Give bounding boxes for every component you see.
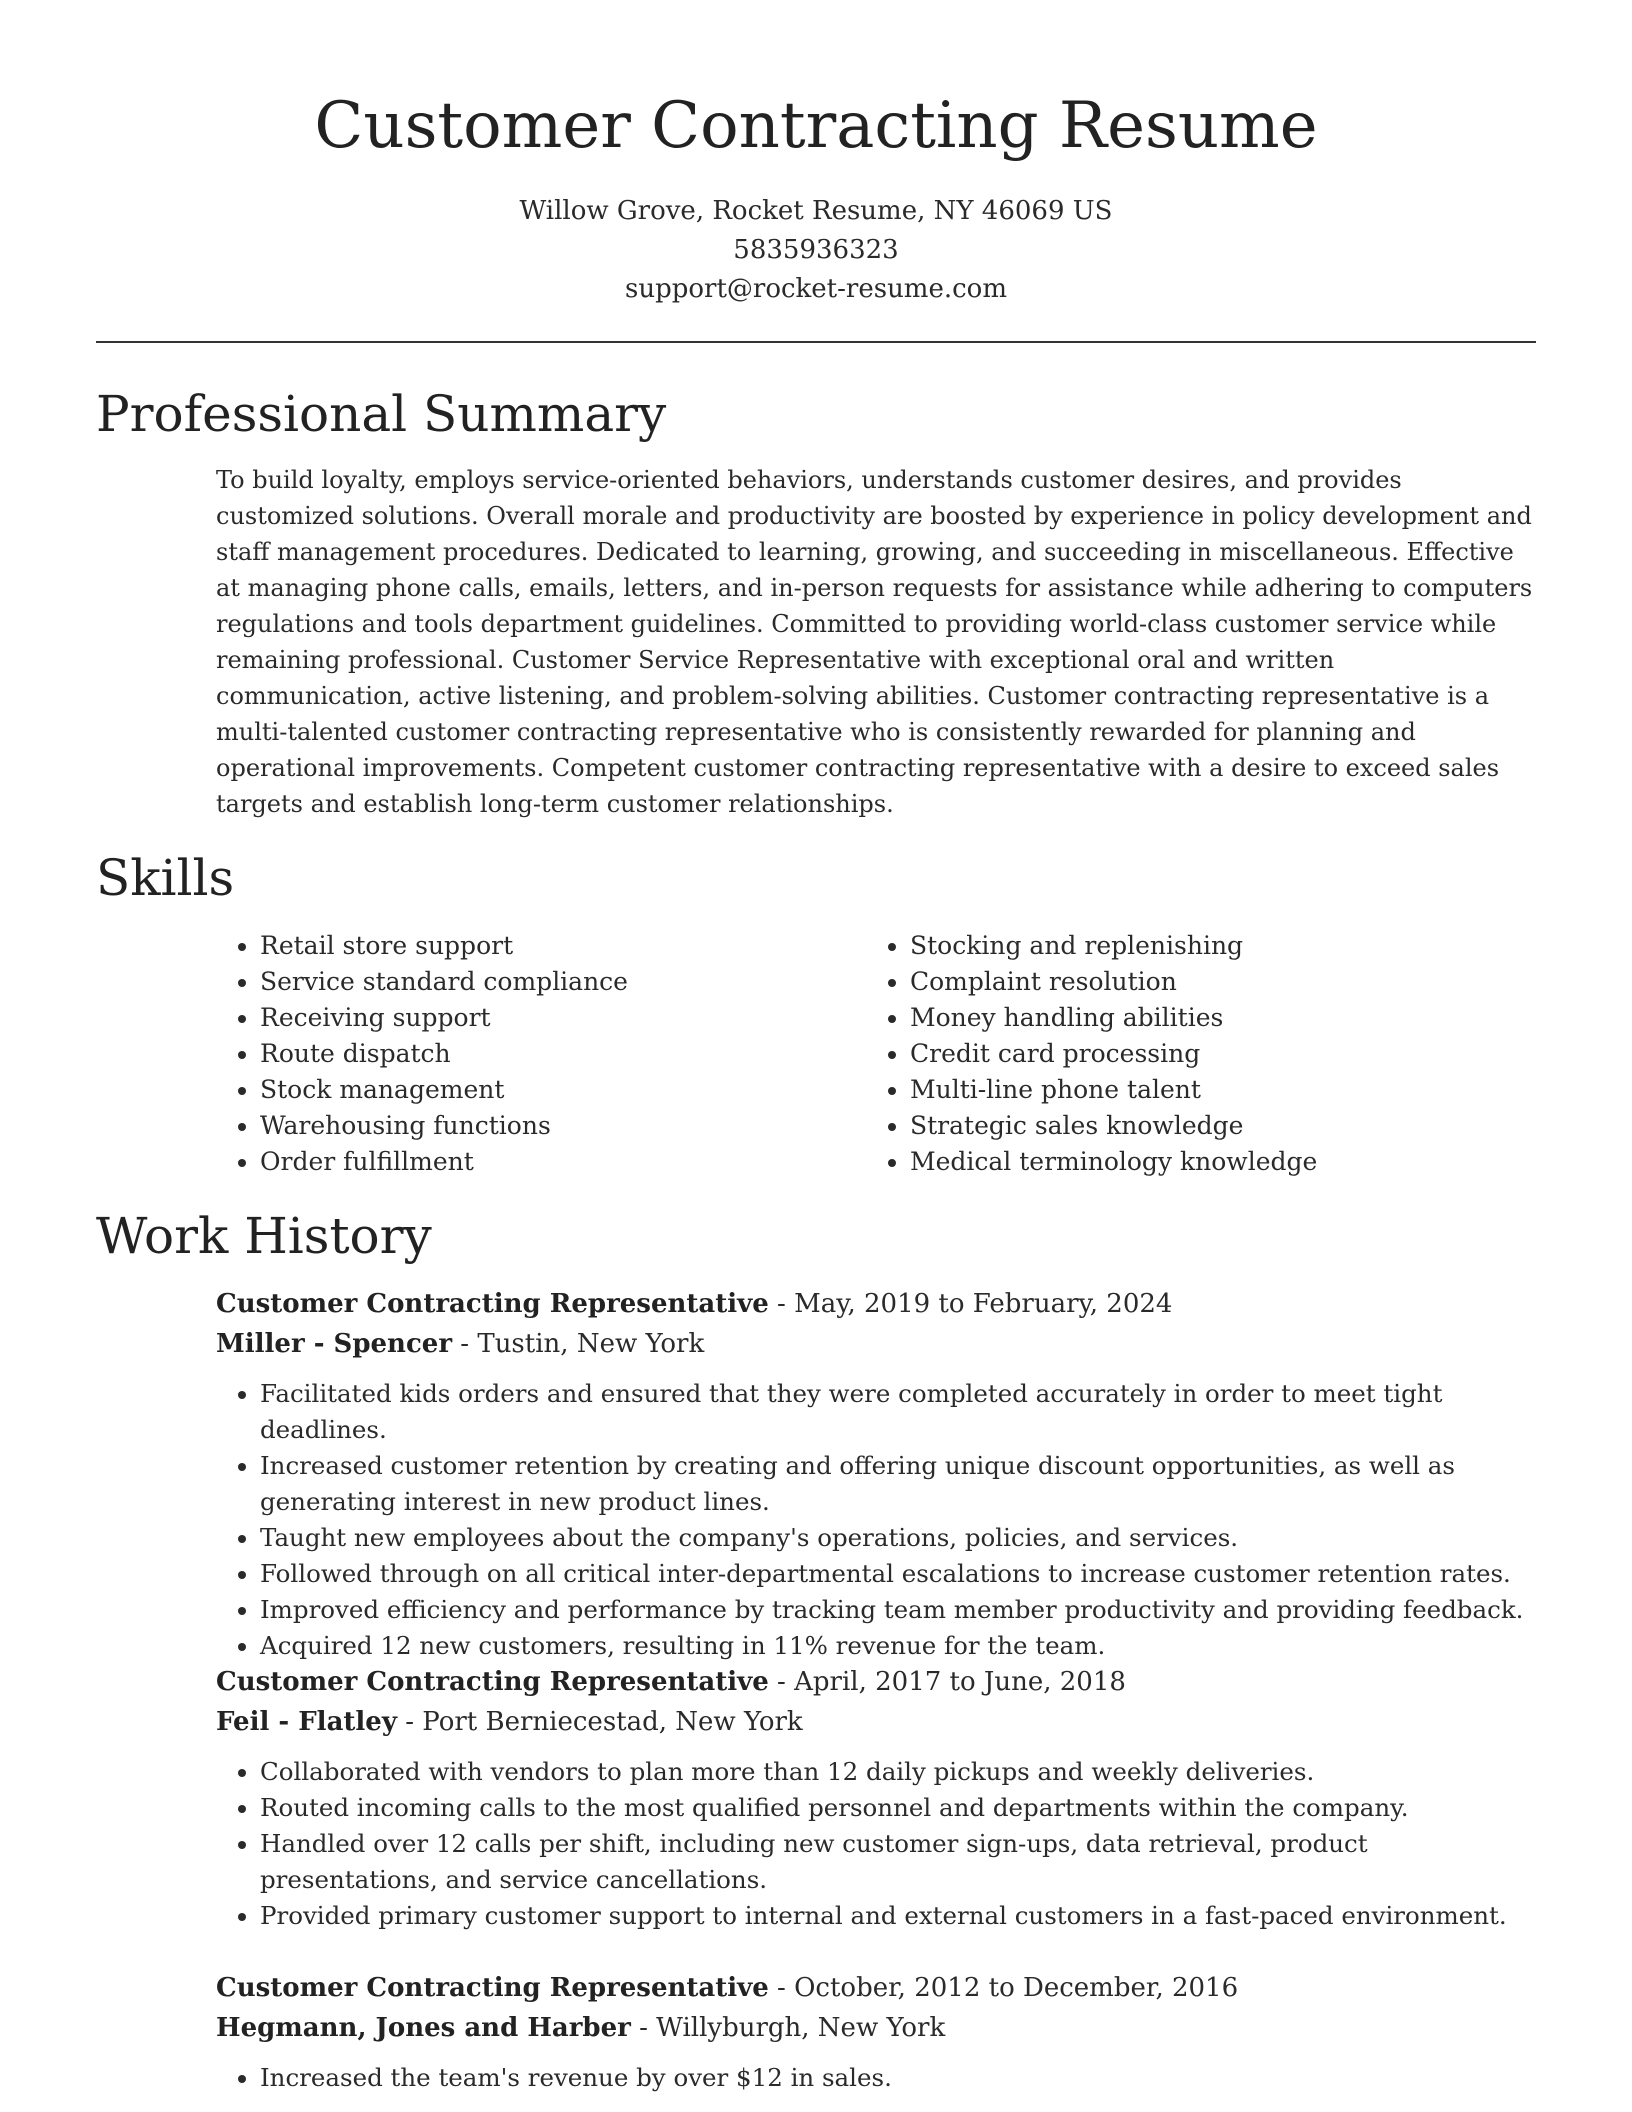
job-bullet: • Collaborated with vendors to plan more than 12 daily pickups and weekly deliveries. [260,1754,1536,1790]
job-title-line [216,1284,1536,1324]
job-bullet: • Increased the team's revenue by over $12 in sales. [260,2060,1536,2096]
job-company: Hegmann, Jones and Harber [216,2013,631,2043]
job-entry [216,1968,1536,2096]
job-dates: - April, 2017 to June, 2018 [768,1667,1126,1697]
skill-item: • Complaint resolution [910,964,1317,1000]
summary-heading: Professional Summary [96,385,667,443]
job-bullets [216,1376,1536,1664]
contact-phone: 5835936323 [733,235,899,265]
contact-address: Willow Grove, Rocket Resume, NY 46069 US [519,196,1113,226]
skill-item: • Order fulfillment [260,1144,628,1180]
job-entry [216,1284,1536,1664]
job-location: - Port Berniecestad, New York [396,1707,803,1737]
job-location: - Tustin, New York [452,1329,705,1359]
job-dates: - May, 2019 to February, 2024 [768,1289,1173,1319]
skill-item: • Warehousing functions [260,1108,628,1144]
skills-column-right [866,928,1317,1180]
job-company-line [216,1324,1536,1364]
job-bullet: • Taught new employees about the company's operations, policies, and services. [260,1520,1536,1556]
skill-item: • Service standard compliance [260,964,628,1000]
job-bullets [216,1754,1536,1934]
skill-item: • Strategic sales knowledge [910,1108,1317,1144]
job-title: Customer Contracting Representative [216,1973,769,2003]
job-location: - Willyburgh, New York [630,2013,946,2043]
skill-item: • Medical terminology knowledge [910,1144,1317,1180]
skill-item: • Route dispatch [260,1036,628,1072]
skills-column-left [216,928,628,1180]
job-bullet: • Routed incoming calls to the most qualified personnel and departments within the company. [260,1790,1536,1826]
job-bullet: • Handled over 12 calls per shift, including new customer sign-ups, data retrieval, product presentations, and service cancellations. [260,1826,1536,1898]
job-title: Customer Contracting Representative [216,1289,769,1319]
job-bullet: • Followed through on all critical inter-departmental escalations to increase customer retention rates. [260,1556,1536,1592]
job-dates: - October, 2012 to December, 2016 [768,1973,1239,2003]
summary-text: To build loyalty, employs service-oriented behaviors, understands customer desires, and provides customized solutions. Overall morale and productivity are boosted by experience in policy development and staff management procedures. Dedicated to learning, growing, and succeeding in miscellaneous. Effective at managing phone calls, emails, letters, and in-person requests for assistance while adhering to computers regulations and tools department guidelines. Committed to providing world-class customer service while remaining professional. Customer Service Representative with exceptional oral and written communication, active listening, and problem-solving abilities. Customer contracting representative is a multi-talented customer contracting representative who is consistently rewarded for planning and operational improvements. Competent customer contracting representative with a desire to exceed sales targets and establish long-term customer relationships. [216,466,1533,818]
skill-item: • Stock management [260,1072,628,1108]
job-title-line [216,1968,1536,2008]
skill-item: • Stocking and replenishing [910,928,1317,964]
header-divider [96,341,1536,343]
skill-item: • Receiving support [260,1000,628,1036]
contact-email: support@rocket-resume.com [624,274,1007,304]
resume-title: Customer Contracting Resume [314,89,1318,163]
job-bullet: • Acquired 12 new customers, resulting in 11% revenue for the team. [260,1628,1536,1664]
job-company-line [216,2008,1536,2048]
skill-item: • Retail store support [260,928,628,964]
job-bullet: • Facilitated kids orders and ensured that they were completed accurately in order to meet tight deadlines. [260,1376,1536,1448]
job-company-line [216,1702,1536,1742]
work-history-heading: Work History [96,1207,432,1265]
skill-item: • Credit card processing [910,1036,1317,1072]
contact-block [96,192,1536,309]
job-bullet: • Improved efficiency and performance by tracking team member productivity and providing feedback. [260,1592,1536,1628]
job-bullets [216,2060,1536,2096]
job-company: Feil - Flatley [216,1707,397,1737]
skill-item: • Multi-line phone talent [910,1072,1317,1108]
job-entry [216,1662,1536,1934]
skill-item: • Money handling abilities [910,1000,1317,1036]
job-bullet: • Provided primary customer support to internal and external customers in a fast-paced environment. [260,1898,1536,1934]
job-company: Miller - Spencer [216,1329,453,1359]
job-title-line [216,1662,1536,1702]
job-bullet: • Increased customer retention by creating and offering unique discount opportunities, as well as generating interest in new product lines. [260,1448,1536,1520]
skills-heading: Skills [96,849,235,907]
job-title: Customer Contracting Representative [216,1667,769,1697]
